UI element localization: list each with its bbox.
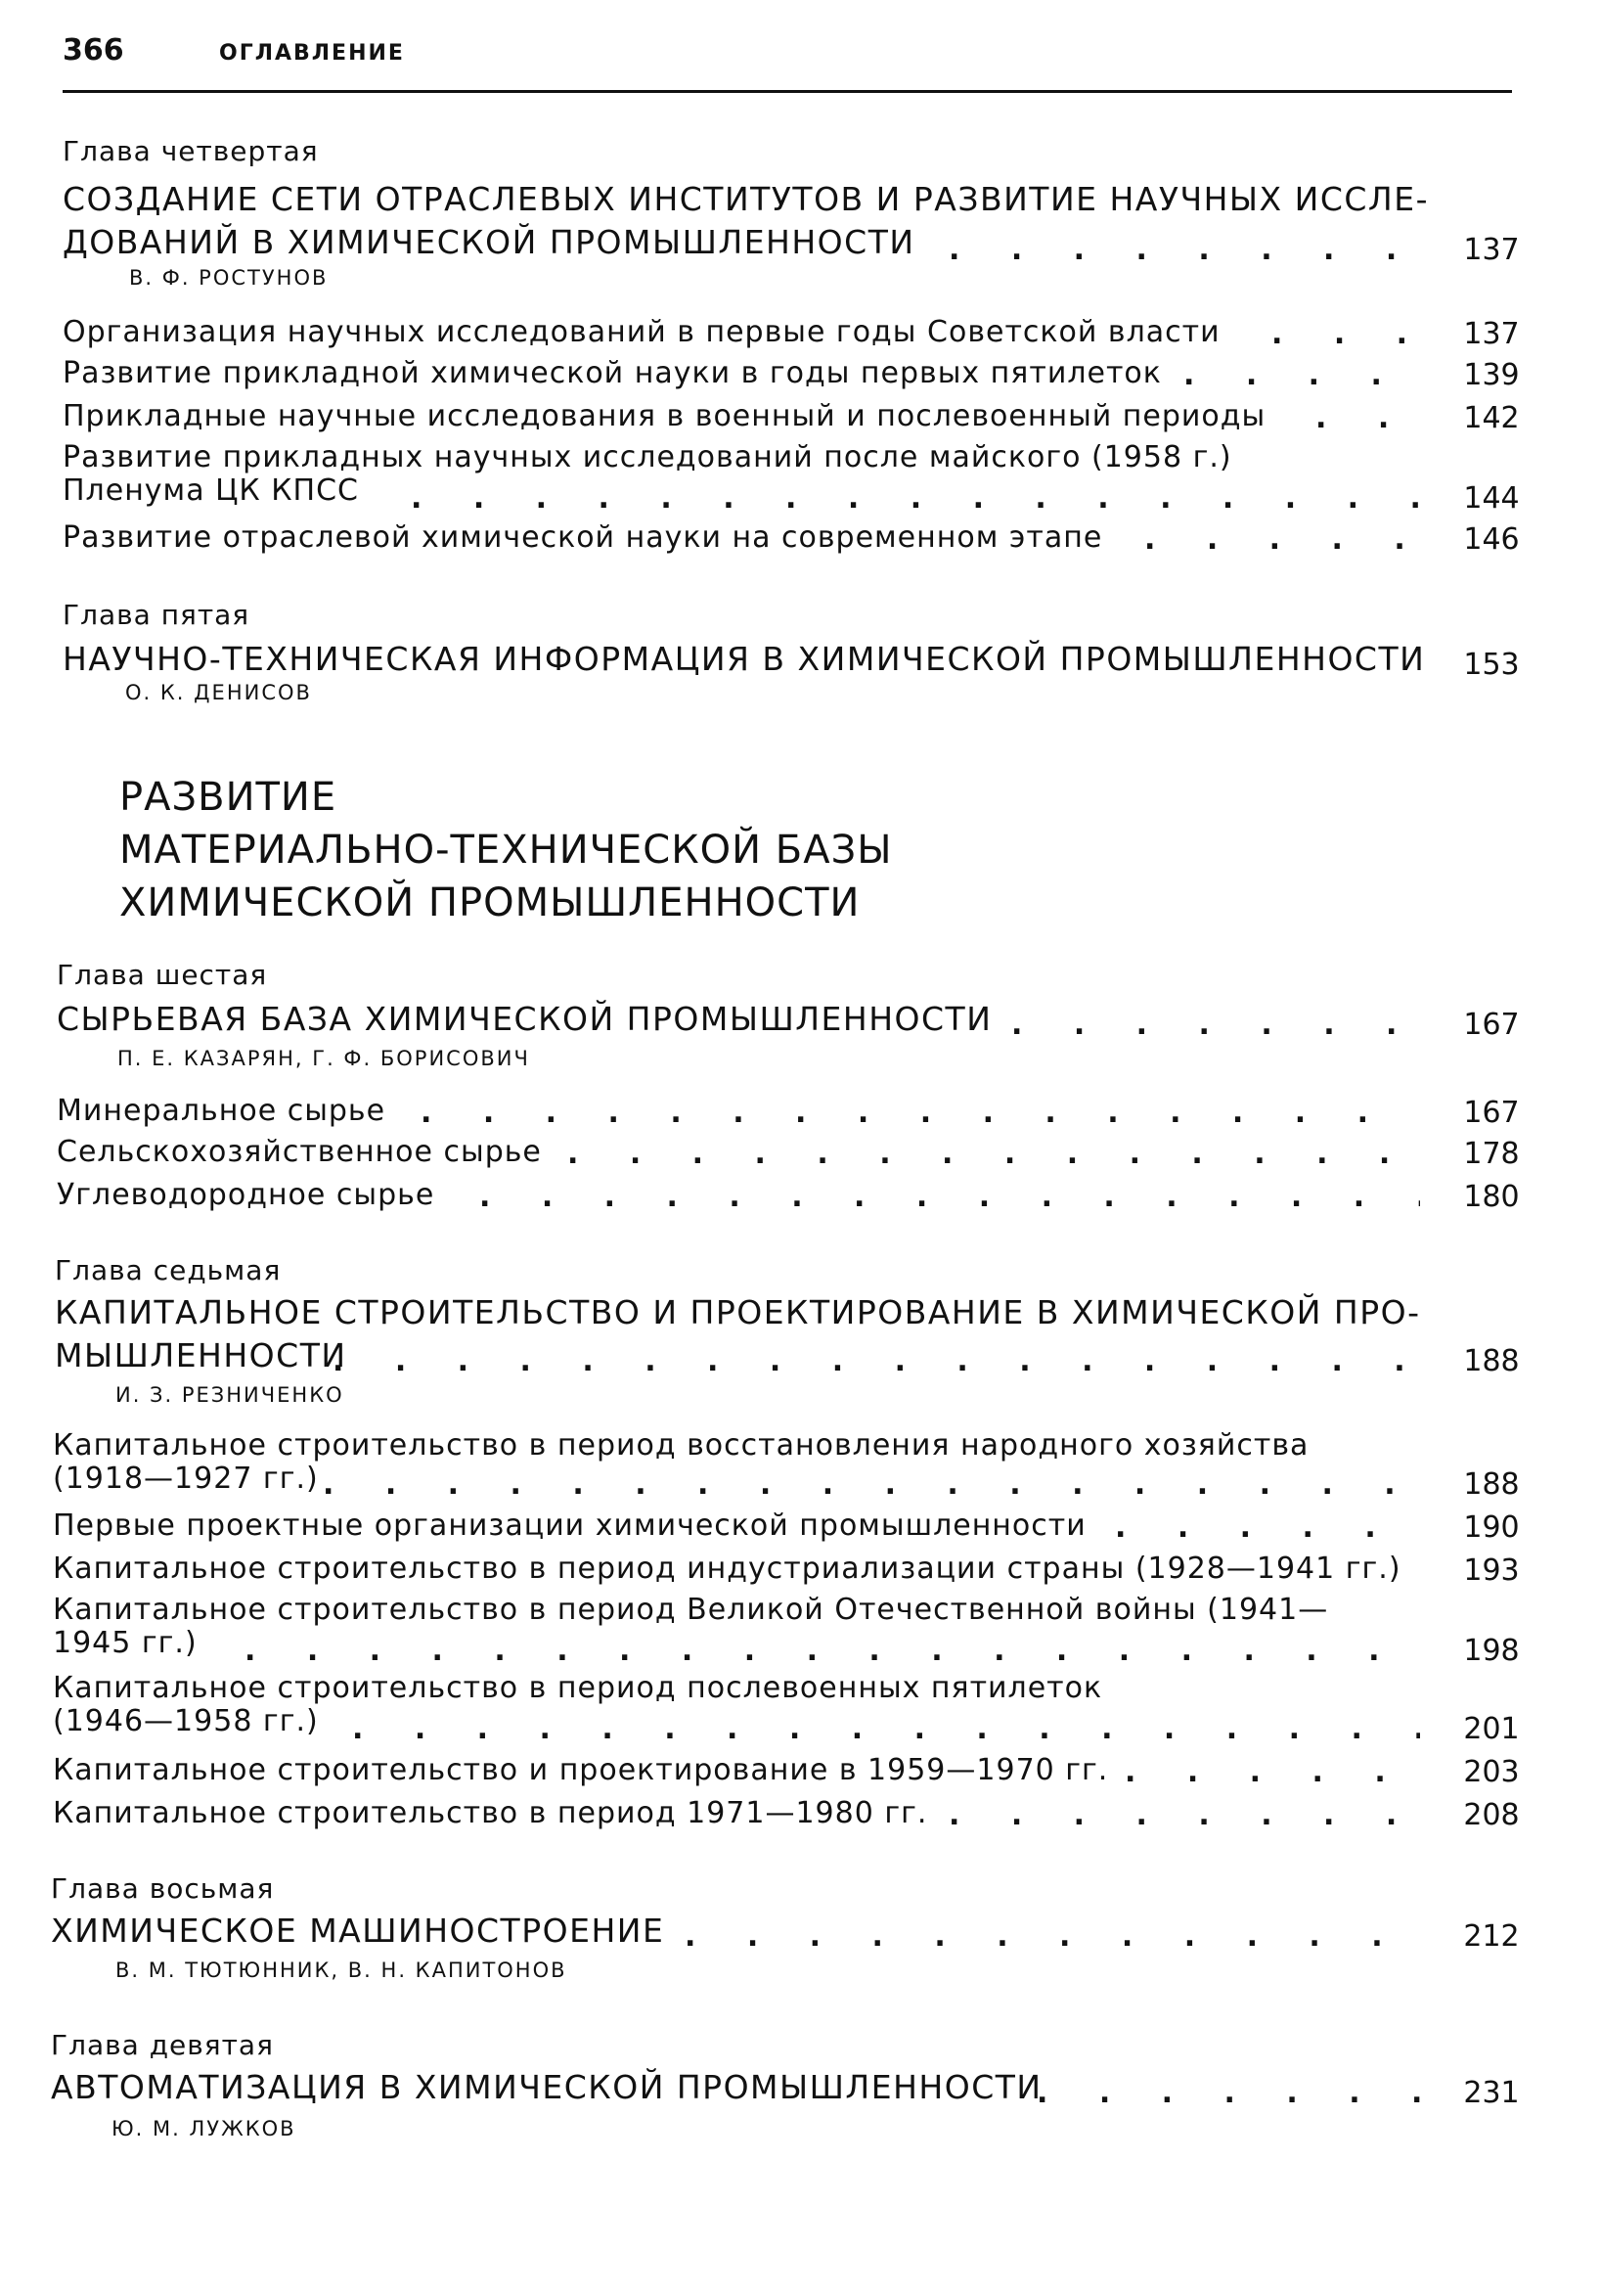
toc-entry: Организация научных исследований в первые годы Советской власти (63, 315, 1221, 349)
leader-dots (1115, 1510, 1420, 1540)
leader-dots (244, 1634, 1420, 1663)
toc-entry: Капитальное строительство в период 1971—1980 гг. (53, 1796, 928, 1830)
running-header (63, 31, 1512, 93)
toc-entry: Развитие прикладной химической науки в годы первых пятилеток (63, 356, 1162, 390)
toc-page-ref: 146 (1463, 522, 1520, 557)
toc-entry: Капитальное строительство в период послевоенных пятилеток (53, 1671, 1103, 1705)
chapter-author: В. Ф. РОСТУНОВ (129, 266, 329, 290)
chapter-title: НАУЧНО-ТЕХНИЧЕСКАЯ ИНФОРМАЦИЯ В ХИМИЧЕСКОЙ ПРОМЫШЛЕННОСТИ (63, 640, 1426, 678)
toc-entry-continued: Пленума ЦК КПСС (63, 473, 359, 508)
toc-page-ref: 144 (1463, 481, 1520, 516)
toc-entry: Капитальное строительство и проектирование в 1959—1970 гг. (53, 1753, 1109, 1787)
toc-page-ref: 198 (1463, 1634, 1520, 1668)
part-heading: РАЗВИТИЕ (119, 775, 337, 820)
chapter-label: Глава четвертая (63, 135, 319, 167)
leader-dots (1144, 522, 1420, 552)
chapter-author: И. З. РЕЗНИЧЕНКО (115, 1383, 344, 1407)
leader-dots (949, 233, 1420, 262)
toc-entry: Первые проектные организации химической промышленности (53, 1508, 1087, 1543)
toc-page-ref: 188 (1463, 1467, 1520, 1502)
toc-entry-continued: (1918—1927 гг.) (53, 1462, 319, 1496)
toc-entry-continued: (1946—1958 гг.) (53, 1704, 319, 1738)
part-heading: ХИМИЧЕСКОЙ ПРОМЫШЛЕННОСТИ (119, 880, 861, 925)
toc-page-ref: 167 (1463, 1008, 1520, 1042)
toc-entry: Углеводородное сырье (57, 1178, 435, 1212)
chapter-title: АВТОМАТИЗАЦИЯ В ХИМИЧЕСКОЙ ПРОМЫШЛЕННОСТИ (51, 2068, 1043, 2106)
toc-page-ref: 167 (1463, 1096, 1520, 1130)
toc-page-ref: 180 (1463, 1180, 1520, 1214)
chapter-title: КАПИТАЛЬНОЕ СТРОИТЕЛЬСТВО И ПРОЕКТИРОВАНИЕ В ХИМИЧЕСКОЙ ПРО- (55, 1293, 1421, 1331)
leader-dots (949, 1798, 1420, 1827)
toc-page-ref: 212 (1463, 1919, 1520, 1954)
toc-entry: Прикладные научные исследования в военный и послевоенный периоды (63, 399, 1267, 433)
chapter-label: Глава девятая (51, 2029, 274, 2061)
part-heading: МАТЕРИАЛЬНО-ТЕХНИЧЕСКОЙ БАЗЫ (119, 828, 893, 873)
toc-page-ref: 201 (1463, 1712, 1520, 1746)
chapter-title: ХИМИЧЕСКОЕ МАШИНОСТРОЕНИЕ (51, 1912, 665, 1950)
leader-dots (323, 1467, 1420, 1497)
toc-page-ref: 208 (1463, 1798, 1520, 1832)
leader-dots (567, 1137, 1420, 1166)
chapter-label: Глава седьмая (55, 1254, 282, 1286)
chapter-author: П. Е. КАЗАРЯН, Г. Ф. БОРИСОВИЧ (117, 1047, 530, 1070)
chapter-title: ДОВАНИЙ В ХИМИЧЕСКОЙ ПРОМЫШЛЕННОСТИ (63, 223, 915, 261)
leader-dots (1037, 2076, 1420, 2105)
leader-dots (421, 1096, 1420, 1125)
leader-dots (479, 1180, 1420, 1209)
toc-page-ref: 190 (1463, 1510, 1520, 1545)
toc-page-ref: 203 (1463, 1755, 1520, 1789)
leader-dots (333, 1344, 1420, 1373)
chapter-label: Глава шестая (57, 959, 268, 991)
toc-page-ref: 178 (1463, 1137, 1520, 1171)
toc-entry: Развитие отраслевой химической науки на современном этапе (63, 520, 1103, 555)
chapter-title: СЫРЬЕВАЯ БАЗА ХИМИЧЕСКОЙ ПРОМЫШЛЕННОСТИ (57, 1000, 993, 1038)
toc-page-ref: 142 (1463, 401, 1520, 435)
toc-page-ref: 188 (1463, 1344, 1520, 1378)
chapter-author: О. К. ДЕНИСОВ (125, 681, 312, 704)
chapter-title: СОЗДАНИЕ СЕТИ ОТРАСЛЕВЫХ ИНСТИТУТОВ И РАЗВИТИЕ НАУЧНЫХ ИССЛЕ- (63, 180, 1429, 218)
toc-entry: Капитальное строительство в период восстановления народного хозяйства (53, 1428, 1310, 1463)
leader-dots (1125, 1755, 1420, 1784)
leader-dots (1183, 358, 1420, 387)
toc-page-ref: 153 (1463, 648, 1520, 682)
leader-dots (1315, 401, 1420, 430)
chapter-label: Глава пятая (63, 599, 250, 631)
toc-page-ref: 231 (1463, 2076, 1520, 2110)
toc-page-ref: 137 (1463, 233, 1520, 267)
chapter-author: В. М. ТЮТЮННИК, В. Н. КАПИТОНОВ (115, 1958, 567, 1982)
toc-page-ref: 139 (1463, 358, 1520, 392)
leader-dots (1271, 317, 1420, 346)
running-title: ОГЛАВЛЕНИЕ (219, 41, 405, 66)
leader-dots (411, 481, 1420, 511)
toc-entry: Сельскохозяйственное сырье (57, 1135, 542, 1169)
toc-page-ref: 137 (1463, 317, 1520, 351)
toc-page-ref: 193 (1463, 1553, 1520, 1588)
leader-dots (685, 1919, 1420, 1949)
toc-entry-continued: 1945 гг.) (53, 1626, 198, 1660)
chapter-author: Ю. М. ЛУЖКОВ (111, 2117, 296, 2140)
toc-entry: Капитальное строительство в период индустриализации страны (1928—1941 гг.) (53, 1552, 1401, 1586)
leader-dots (352, 1712, 1420, 1741)
chapter-title: МЫШЛЕННОСТИ (55, 1336, 347, 1374)
chapter-label: Глава восьмая (51, 1872, 275, 1905)
page-number: 366 (63, 33, 124, 68)
toc-entry: Развитие прикладных научных исследований после майского (1958 г.) (63, 440, 1232, 474)
toc-entry: Минеральное сырье (57, 1094, 386, 1128)
toc-entry: Капитальное строительство в период Великой Отечественной войны (1941— (53, 1593, 1329, 1627)
leader-dots (1011, 1008, 1420, 1037)
